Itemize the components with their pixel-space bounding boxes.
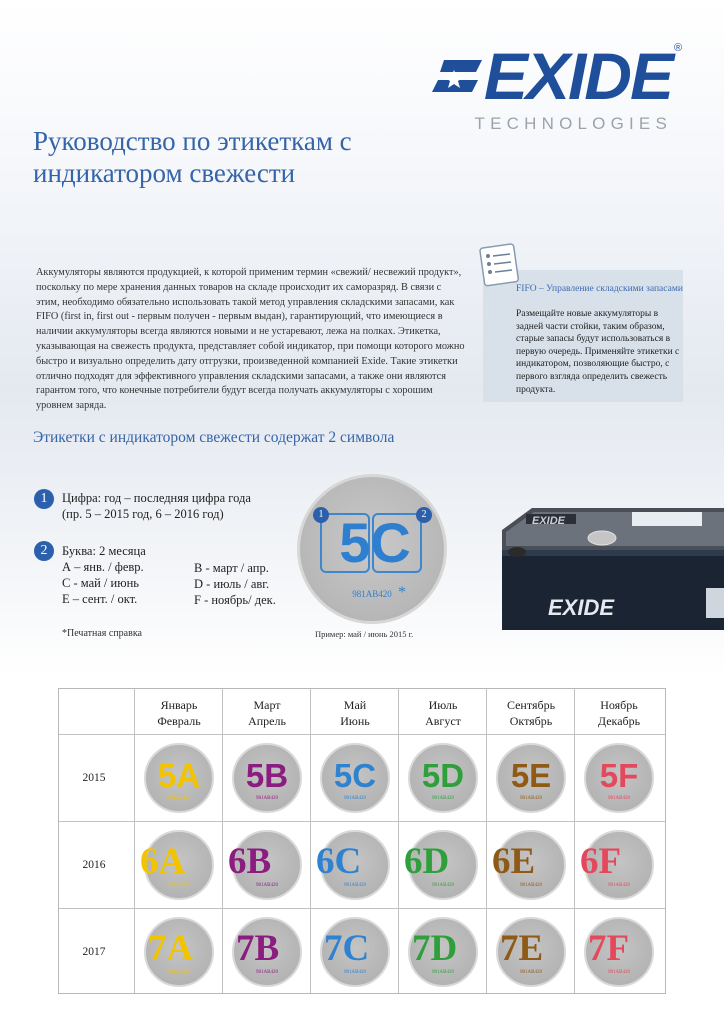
freshness-sticker (316, 830, 390, 900)
legend-two-item: С - май / июнь (62, 576, 139, 590)
battery-top-logo: EXIDE (532, 515, 566, 527)
battery-illustration (492, 490, 724, 630)
sticker-code: 6E (492, 841, 536, 882)
battery-logo: EXIDE (548, 595, 615, 620)
month-header (223, 697, 311, 729)
month-header (575, 697, 663, 729)
month-header-line1: Январь (160, 698, 198, 712)
sticker-code: 5E (510, 757, 552, 794)
section-subtitle: Этикетки с индикатором свежести содержат 2 символа (33, 429, 395, 446)
freshness-sticker (584, 743, 654, 813)
month-header-line2: Июнь (340, 714, 370, 728)
sticker-serial: 981AB420 (168, 970, 190, 975)
sticker-code: 6D (404, 841, 450, 882)
legend-one-line2: (пр. 5 – 2015 год, 6 – 2016 год) (62, 507, 224, 521)
logo-star-icon (432, 50, 492, 106)
month-header (135, 697, 223, 729)
legend-one-badge: 1 (34, 489, 54, 509)
sticker-code: 5A (157, 757, 201, 794)
month-header-line2: Октябрь (509, 714, 553, 728)
row-divider (59, 821, 665, 822)
legend-two-item: D - июль / авг. (194, 577, 270, 591)
month-header (311, 697, 399, 729)
sticker-serial: 981AB420 (432, 883, 454, 888)
example-star: * (398, 584, 406, 601)
sticker-code: 7E (500, 928, 544, 969)
legend-two-item: F - ноябрь/ дек. (194, 593, 276, 607)
month-header-line2: Апрель (248, 714, 286, 728)
legend-two-item: А – янв. / февр. (62, 560, 144, 574)
example-sticker (297, 474, 447, 624)
freshness-sticker (404, 830, 478, 900)
logo-wordmark: EXIDE (483, 39, 672, 113)
sticker-code: 7A (148, 928, 194, 969)
sticker-serial: 981AB420 (344, 796, 366, 801)
month-header-line2: Декабрь (597, 714, 641, 728)
legend-one-line1: Цифра: год – последняя цифра года (62, 491, 251, 505)
month-header-line2: Август (425, 714, 461, 728)
legend-two-item: Е – сент. / окт. (62, 592, 138, 606)
exide-logo (432, 40, 688, 132)
legend-two-badge: 2 (34, 541, 54, 561)
sticker-code: 7C (324, 928, 370, 969)
registered-mark: ® (674, 42, 683, 54)
month-header-line1: Июль (428, 698, 458, 712)
legend-one (62, 490, 302, 522)
sticker-code: 7D (412, 928, 458, 969)
example-serial: 981AB420 (352, 589, 392, 599)
sticker-code: 5D (421, 757, 465, 794)
fifo-body: Размещайте новые аккумуляторы в задней части стойки, таким образом, старые запасы будут использоваться в первую очередь. Применяйте этикетки с индикатором, позволяющие быстро, с первого взгляда определить свежесть продукта. (516, 309, 680, 395)
sticker-serial: 981AB420 (520, 970, 542, 975)
year-label: 2015 (82, 772, 106, 784)
sticker-serial: 981AB420 (256, 883, 278, 888)
freshness-sticker (408, 917, 478, 987)
intro-paragraph: Аккумуляторы являются продукцией, к которой применим термин «свежий/ несвежий продукт», поскольку по мере хранения данных товаров на складе происходит их саморазряд. В связи с этим, необходимо обязательно использовать такой метод управления складскими запасами, как FIFO (first in, first out - первым получен - первым выдан), гарантирующий, что имеющиеся в наличии аккумуляторы всегда являются новыми и не устаревают, лежа на полках. Этикетка, указывающая на свежесть продукта, представляет собой индикатор, при помощи которого можно быстро и визуально определить дату отгрузки, произведенной компанией Exide. Такие этикетки отлично подходят для эффективного управления складскими запасами, а также они являются гарантом того, что конечные потребители будут всегда получать аккумуляторы с хорошим уровнем заряда. (36, 267, 465, 412)
month-header (399, 697, 487, 729)
month-header-line1: Ноябрь (600, 698, 638, 712)
freshness-sticker (232, 917, 302, 987)
sticker-serial: 981AB420 (168, 883, 190, 888)
year-label: 2016 (82, 859, 106, 871)
sticker-serial: 981AB420 (520, 883, 542, 888)
year-label: 2017 (82, 946, 106, 958)
footnote: *Печатная справка (62, 628, 142, 639)
freshness-sticker (492, 830, 566, 900)
sticker-serial: 981AB420 (344, 883, 366, 888)
sticker-serial: 981AB420 (608, 883, 630, 888)
freshness-sticker (144, 917, 214, 987)
sticker-serial: 981AB420 (432, 796, 454, 801)
month-header-line2: Февраль (157, 714, 201, 728)
freshness-sticker (584, 917, 654, 987)
page-title: Руководство по этикеткам с индикатором свежести (33, 126, 352, 188)
freshness-sticker (228, 830, 302, 900)
month-header-line1: Сентябрь (506, 698, 556, 712)
sticker-code: 6F (580, 841, 622, 882)
example-code: 5C (339, 511, 411, 574)
freshness-sticker (144, 743, 214, 813)
sticker-code: 6C (316, 841, 362, 882)
clipboard-note-icon (474, 240, 522, 288)
sticker-code: 5C (333, 757, 377, 794)
legend-two-right (194, 560, 304, 608)
month-header-line1: Май (343, 698, 367, 712)
sticker-serial: 981AB420 (344, 970, 366, 975)
sticker-serial: 981AB420 (168, 796, 190, 801)
example-badge-one: 1 (313, 507, 329, 523)
sticker-code: 6B (228, 841, 272, 882)
sticker-serial: 981AB420 (256, 796, 278, 801)
sticker-serial: 981AB420 (608, 796, 630, 801)
sticker-code: 6A (140, 841, 186, 882)
freshness-sticker (496, 743, 566, 813)
freshness-code-table (58, 688, 666, 994)
sticker-serial: 981AB420 (256, 970, 278, 975)
row-divider (59, 908, 665, 909)
month-header (487, 697, 575, 729)
sticker-code: 5B (245, 757, 289, 794)
freshness-sticker (232, 743, 302, 813)
legend-two-item: В - март / апр. (194, 561, 269, 575)
sticker-serial: 981AB420 (608, 970, 630, 975)
legend-two-left (62, 543, 202, 607)
sticker-code: 7F (588, 928, 630, 969)
example-caption: Пример: май / июнь 2015 г. (315, 629, 414, 639)
sticker-code: 5F (599, 757, 639, 794)
sticker-serial: 981AB420 (432, 970, 454, 975)
freshness-sticker (408, 743, 478, 813)
month-header-line1: Март (253, 698, 281, 712)
freshness-sticker (320, 743, 390, 813)
fifo-heading: FIFO – Управление складскими запасами (516, 284, 683, 294)
freshness-sticker (580, 830, 654, 900)
sticker-serial: 981AB420 (520, 796, 542, 801)
freshness-sticker (140, 830, 214, 900)
row-divider (59, 734, 665, 735)
logo-tagline: TECHNOLOGIES (474, 114, 672, 133)
freshness-sticker (496, 917, 566, 987)
example-badge-two: 2 (416, 507, 432, 523)
legend-two-heading: Буква: 2 месяца (62, 544, 146, 558)
sticker-code: 7B (236, 928, 280, 969)
freshness-sticker (320, 917, 390, 987)
